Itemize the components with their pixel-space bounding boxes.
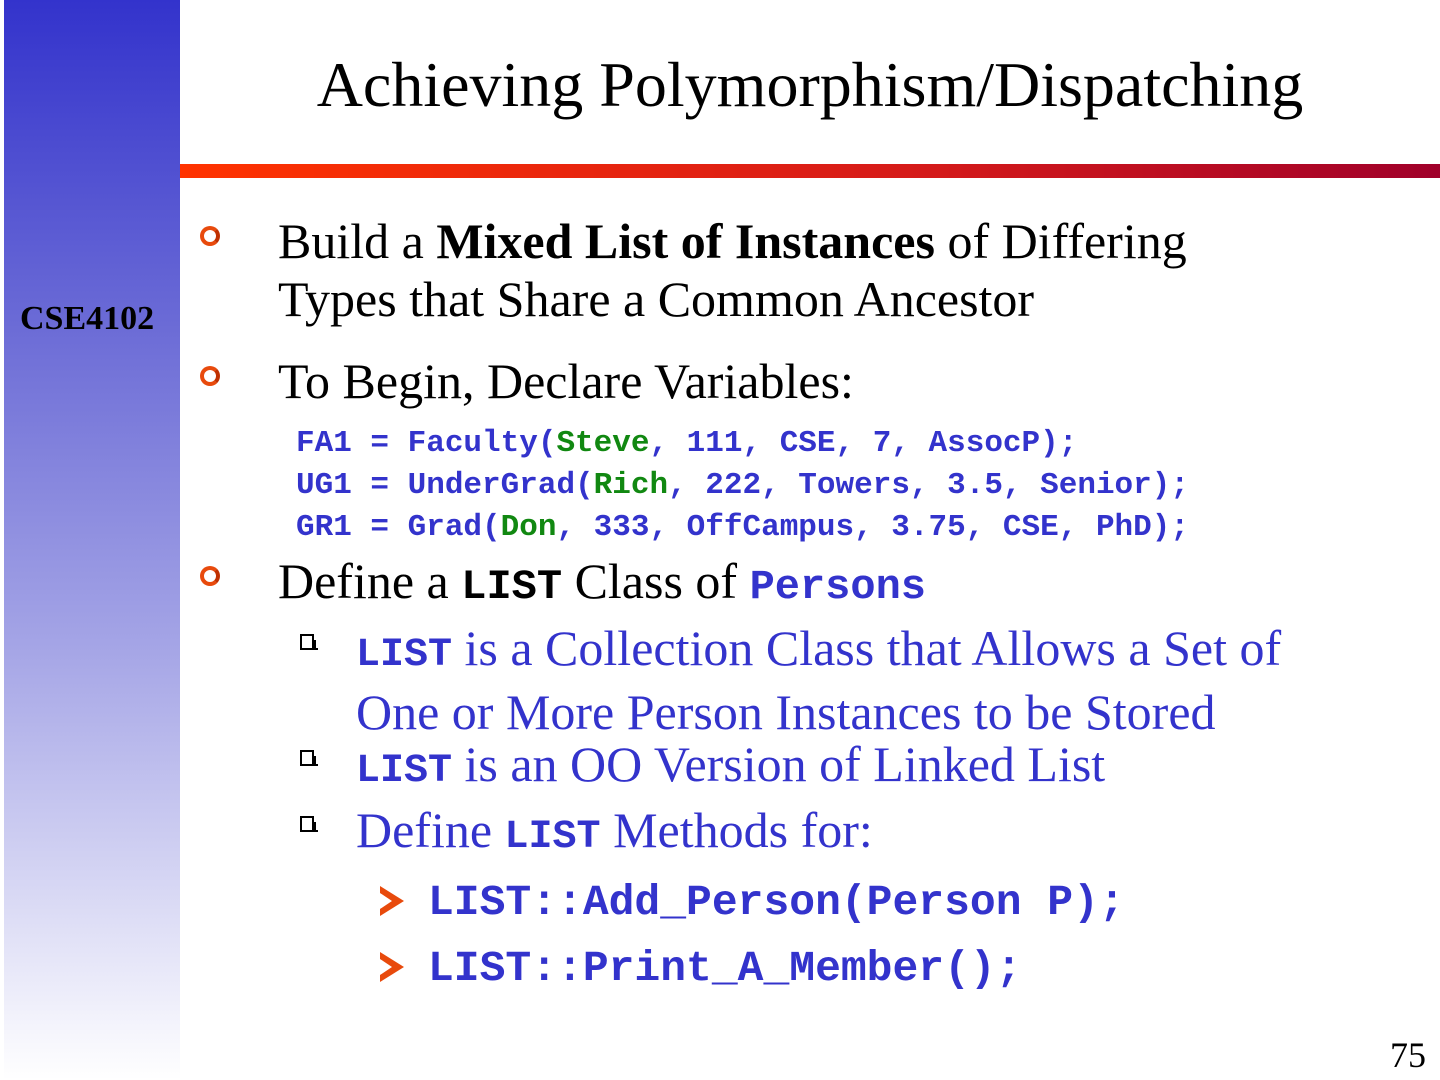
- arrow-bullet-icon: [380, 886, 404, 916]
- method-add-person: LIST::Add_Person(Person P);: [428, 878, 1125, 927]
- course-label: CSE4102: [20, 300, 155, 337]
- circle-bullet-icon: [200, 566, 220, 586]
- bullet-declare: To Begin, Declare Variables:: [278, 353, 854, 409]
- sub-bullet-linked-list: LIST is an OO Version of Linked List: [356, 736, 1106, 794]
- bullet-text: Build a: [278, 213, 437, 269]
- square-bullet-icon: [300, 816, 314, 832]
- circle-bullet-icon: [200, 226, 220, 246]
- bullet-mixed-list: [278, 212, 1187, 328]
- method-print-member: LIST::Print_A_Member();: [428, 944, 1022, 993]
- code-line: FA1 = Faculty(Steve, 111, CSE, 7, AssocP);: [296, 426, 1078, 461]
- arrow-bullet-icon: [380, 952, 404, 982]
- square-bullet-icon: [300, 634, 314, 650]
- sidebar: [0, 0, 180, 1080]
- code-line: GR1 = Grad(Don, 333, OffCampus, 3.75, CSE, PhD);: [296, 510, 1189, 545]
- square-bullet-icon: [300, 750, 314, 766]
- circle-bullet-icon: [200, 366, 220, 386]
- title-rule: [180, 164, 1440, 178]
- sub-bullet-collection: LIST is a Collection Class that Allows a Set of One or More Person Instances to be Stored: [356, 620, 1282, 740]
- code-line: UG1 = UnderGrad(Rich, 222, Towers, 3.5, Senior);: [296, 468, 1189, 503]
- sidebar-edge: [0, 0, 4, 1080]
- page-number: 75: [1390, 1035, 1426, 1075]
- bullet-text: Types that Share a Common Ancestor: [278, 271, 1035, 327]
- bullet-define-list: Define a LIST Class of Persons: [278, 553, 926, 611]
- slide-title: Achieving Polymorphism/Dispatching: [316, 49, 1304, 120]
- bullet-text: of Differing: [934, 213, 1187, 269]
- bullet-bold-text: Mixed List of Instances: [436, 213, 935, 269]
- sub-bullet-methods: Define LIST Methods for:: [356, 802, 873, 860]
